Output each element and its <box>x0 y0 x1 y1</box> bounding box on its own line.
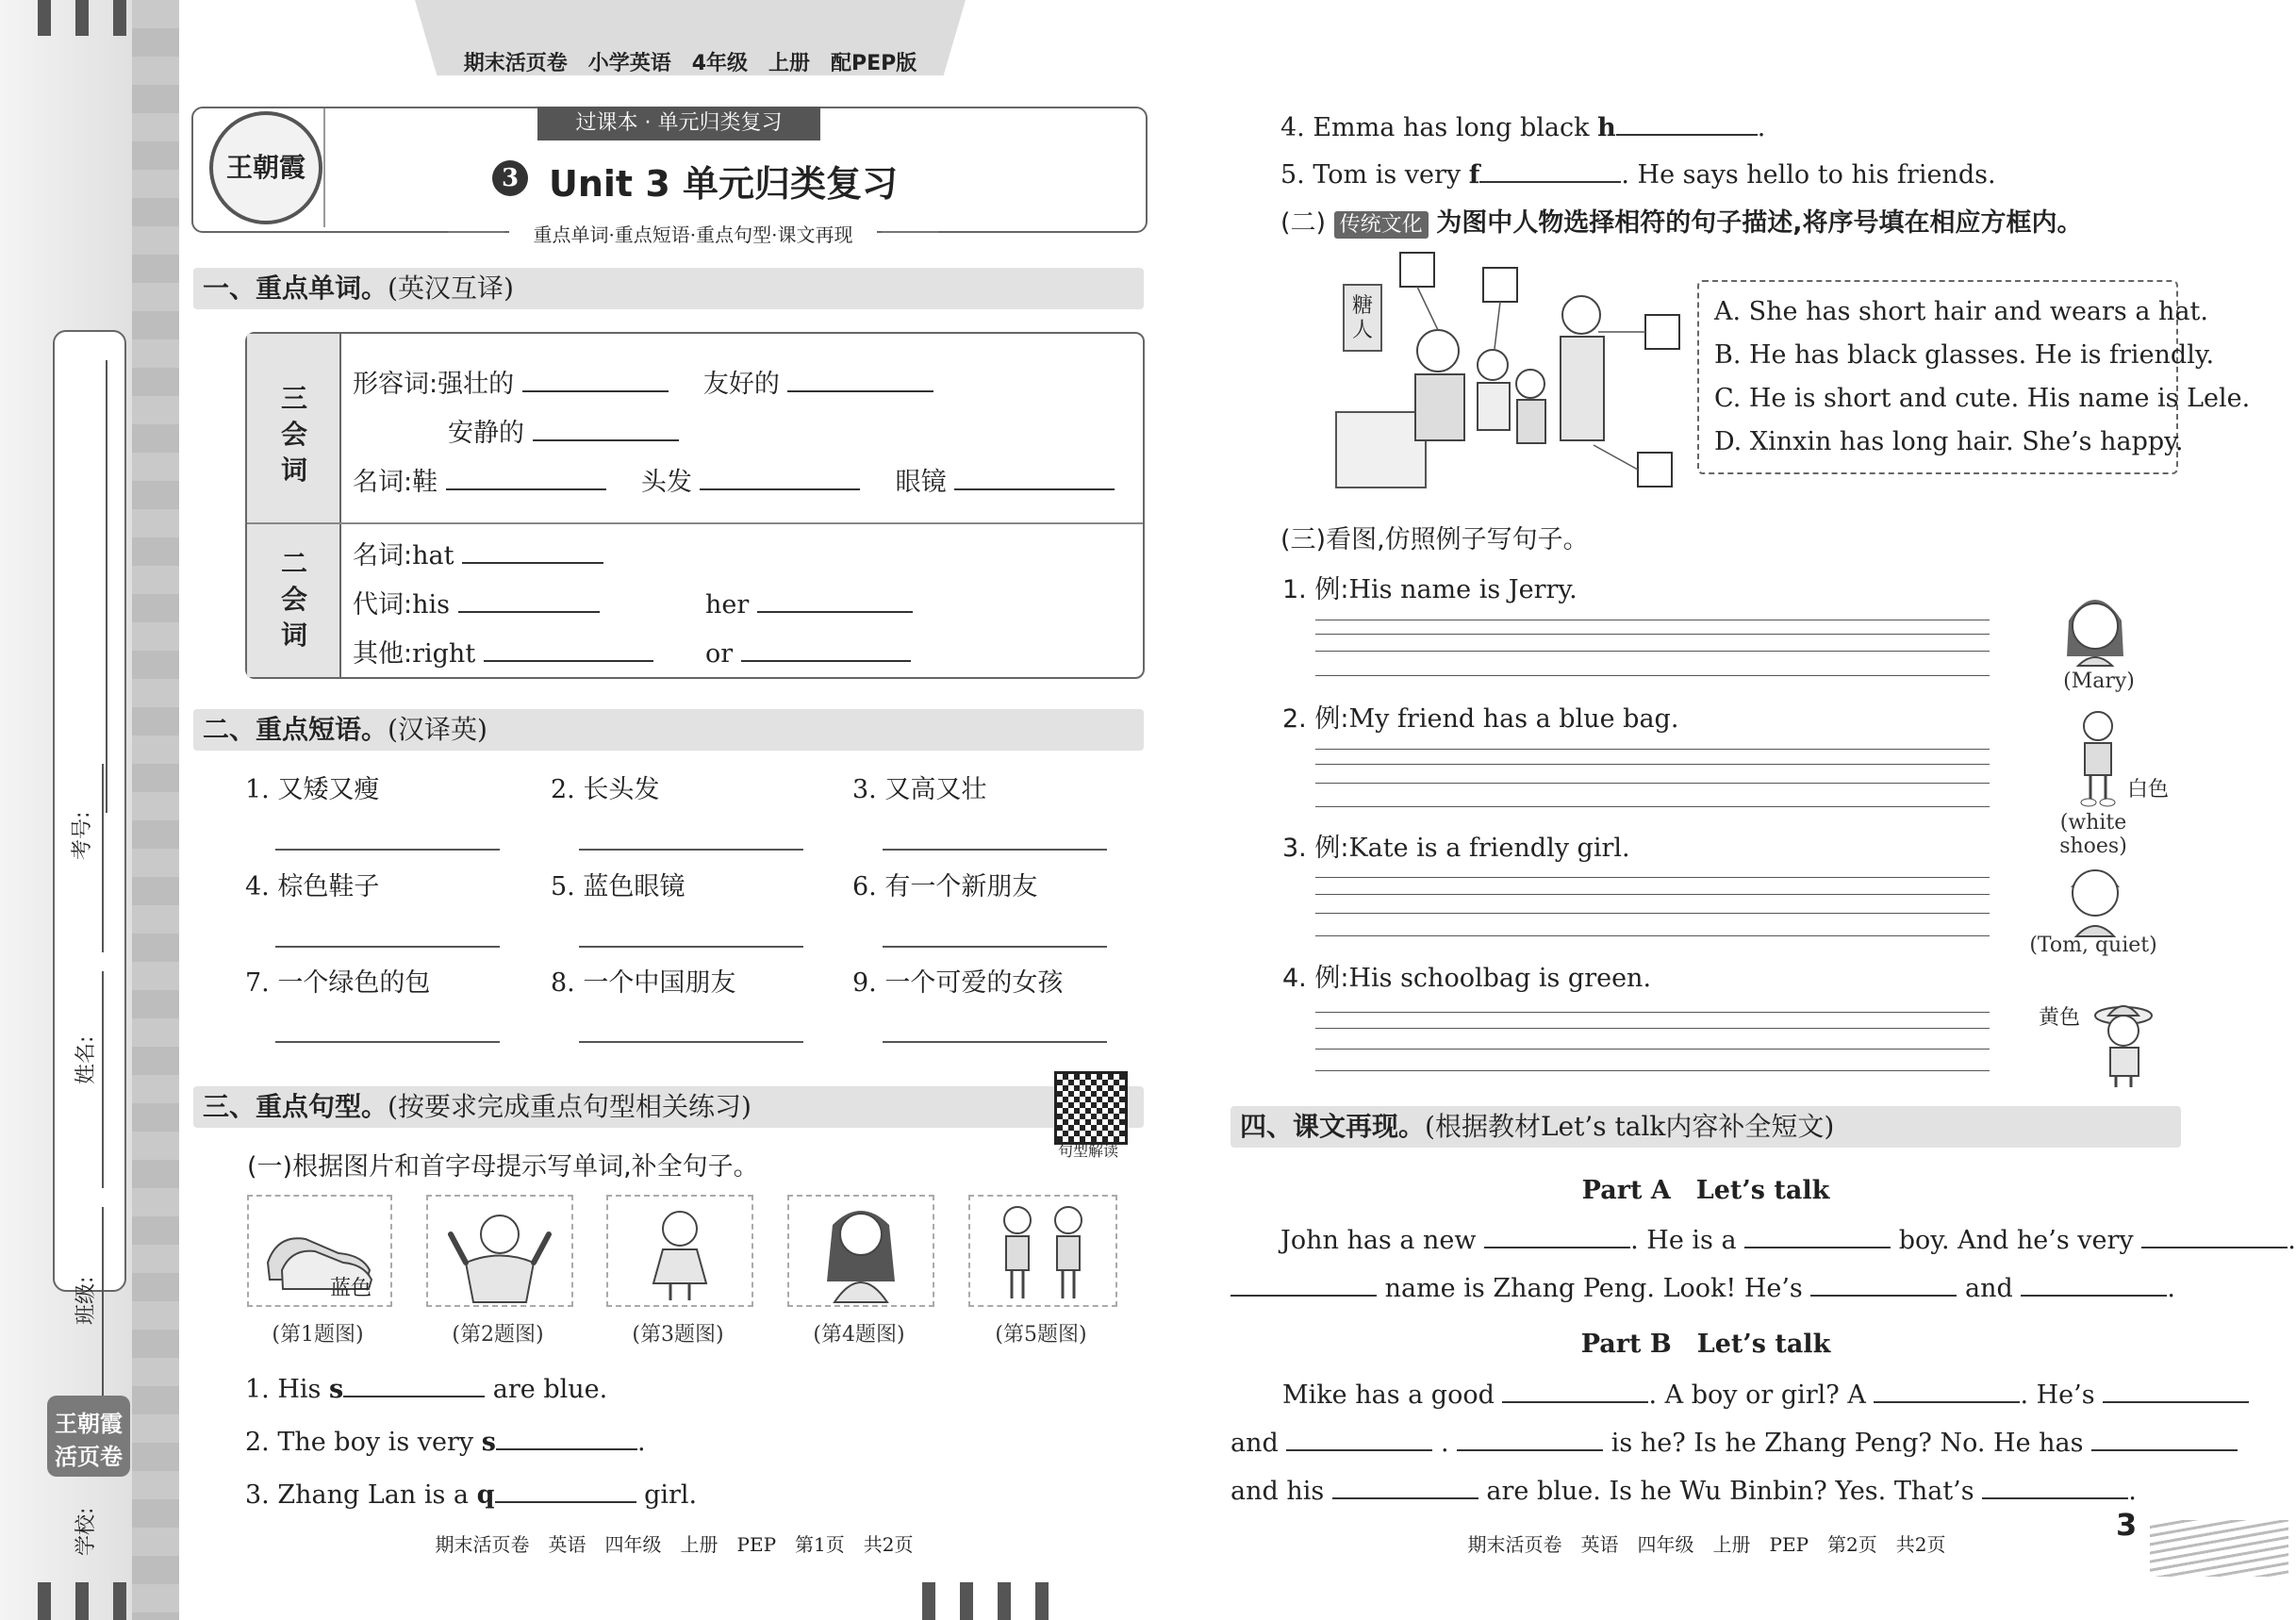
section2-title: 二、重点短语。 <box>203 714 388 745</box>
initial-letter: s <box>481 1428 496 1457</box>
white-color-label: 白色 <box>2127 778 2170 802</box>
part3-title: (三)看图,仿照例子写句子。 <box>1280 525 1589 554</box>
brand-line2: 活页卷 <box>55 1444 123 1470</box>
example-3 <box>1282 827 1630 864</box>
talk-text: . He is a <box>1630 1226 1737 1255</box>
section4-header <box>1231 1106 2181 1148</box>
subtitle-rule-left <box>448 231 504 233</box>
section1-header <box>193 268 1144 309</box>
talk-text: Mike has a good <box>1282 1380 1495 1410</box>
phrase-item: 6. 有一个新朋友 <box>852 872 1038 901</box>
brand-badge <box>47 1396 130 1477</box>
talk-text: is he? Is he Zhang Peng? No. He has <box>1611 1429 2084 1458</box>
subtitle: 重点单词·重点短语·重点句型·课文再现 <box>509 220 877 247</box>
class-label: 班级: <box>74 1276 98 1325</box>
initial-letter: q <box>476 1480 495 1510</box>
example-number: 1. 例: <box>1282 575 1349 604</box>
part2-prefix: (二) <box>1280 208 1327 238</box>
unit-number-badge <box>492 160 528 196</box>
question-text: 5. Tom is very <box>1280 160 1469 190</box>
figure-caption: (第5题图) <box>995 1323 1087 1347</box>
answer-blank[interactable] <box>1286 1421 1432 1451</box>
initial-letter: h <box>1597 113 1616 142</box>
bottom-center-bars <box>922 1582 1064 1620</box>
option-a: A. She has short hair and wears a hat. <box>1714 297 2208 326</box>
partB-line1 <box>1282 1373 2249 1410</box>
section1-title: 一、重点单词。 <box>203 273 388 304</box>
example-text: His name is Jerry. <box>1348 575 1577 604</box>
vocab-row <box>705 583 913 620</box>
phrase-item: 7. 一个绿色的包 <box>245 968 431 998</box>
answer-blank[interactable] <box>495 1473 636 1503</box>
page-number: 3 <box>2116 1507 2138 1543</box>
talk-text: John has a new <box>1280 1226 1477 1255</box>
question-4 <box>1280 106 1765 142</box>
banner-label: 过课本 · 单元归类复习 <box>537 107 820 141</box>
vocab-row <box>705 632 911 669</box>
answer-blank[interactable] <box>1502 1373 1648 1403</box>
vocab-row <box>353 534 603 571</box>
talk-text: and his <box>1231 1477 1325 1506</box>
question-text: . <box>636 1428 646 1457</box>
question-text: 4. Emma has long black <box>1280 113 1598 142</box>
qr-caption: 句型解读 <box>1057 1142 1118 1160</box>
logo-divider <box>323 108 325 227</box>
logo-text: 王朝霞 <box>225 152 306 183</box>
page-wave-decoration <box>2150 1520 2288 1577</box>
hat-girl-picture <box>2088 995 2161 1089</box>
phrase-item: 9. 一个可爱的女孩 <box>852 968 1064 998</box>
answer-blank[interactable] <box>1982 1469 2128 1499</box>
mary-illustration <box>2057 583 2133 668</box>
question-1 <box>245 1367 607 1404</box>
talk-text: are blue. Is he Wu Binbin? Yes. That’s <box>1486 1477 1974 1506</box>
phrase-item: 5. 蓝色眼镜 <box>551 872 685 901</box>
answer-blank[interactable] <box>787 362 933 392</box>
vocab-word: 鞋 <box>412 468 438 497</box>
vocab-table <box>245 332 1145 679</box>
question-text: 2. The boy is very <box>245 1428 482 1457</box>
row-prefix: 形容词: <box>353 370 438 399</box>
answer-line[interactable] <box>883 849 1107 851</box>
answer-blank[interactable] <box>1484 1218 1630 1248</box>
example-text: His schoolbag is green. <box>1348 964 1652 993</box>
answer-blank[interactable] <box>462 534 603 564</box>
answer-blank[interactable] <box>2141 1218 2288 1248</box>
question-3 <box>245 1473 697 1510</box>
boys-illustration <box>970 1197 1115 1305</box>
talk-text: and <box>1231 1429 1279 1458</box>
answer-line[interactable] <box>275 1041 500 1043</box>
binding-wave <box>132 0 179 1620</box>
answer-line[interactable] <box>883 1041 1107 1043</box>
answer-box-1[interactable] <box>1400 253 1434 287</box>
yellow-color-label: 黄色 <box>2039 1006 2081 1030</box>
boy-shoes-picture <box>2070 709 2126 808</box>
vocab-word: right <box>412 639 476 669</box>
partA-line2 <box>1231 1266 2175 1303</box>
girl-illustration <box>608 1197 752 1305</box>
answer-blank[interactable] <box>700 460 860 490</box>
example-2 <box>1282 698 1678 735</box>
class-line[interactable] <box>102 971 104 1188</box>
tom-picture <box>2061 853 2129 938</box>
vocab-row <box>353 583 600 620</box>
tom-illustration <box>2061 853 2129 938</box>
vocab-word: hat <box>412 541 454 570</box>
answer-blank[interactable] <box>343 1367 485 1397</box>
answer-blank[interactable] <box>1616 106 1758 136</box>
footer-right: 期末活页卷 英语 四年级 上册 PEP 第2页 共2页 <box>1467 1533 1946 1556</box>
vocab-word: 头发 <box>640 468 692 497</box>
phrase-item: 4. 棕色鞋子 <box>245 872 380 901</box>
figure-shoes <box>247 1195 392 1307</box>
vocab-word: 安静的 <box>448 419 524 448</box>
hat-girl-illustration <box>2088 995 2161 1089</box>
qr-code[interactable] <box>1054 1071 1128 1145</box>
question-text: girl. <box>636 1480 698 1510</box>
options-box <box>1697 280 2251 474</box>
part2-heading <box>1280 202 2083 239</box>
example-1 <box>1282 569 1577 605</box>
example-number: 2. 例: <box>1282 704 1349 734</box>
answer-blank[interactable] <box>1332 1469 1478 1499</box>
figure-two-boys <box>968 1195 1117 1307</box>
question-text: . <box>1757 113 1766 142</box>
answer-blank[interactable] <box>1810 1266 1957 1297</box>
answer-blank[interactable] <box>533 411 679 441</box>
exam-number-label: 考号: <box>71 811 94 860</box>
answer-box-2[interactable] <box>1483 268 1517 302</box>
answer-line[interactable] <box>579 1041 803 1043</box>
vocab-word: or <box>705 639 734 669</box>
partB-line3 <box>1231 1469 2137 1506</box>
talk-text: . <box>2167 1274 2175 1303</box>
answer-blank[interactable] <box>2091 1421 2238 1451</box>
vocab-word: 强壮的 <box>438 370 515 399</box>
question-text: 1. His <box>245 1375 329 1404</box>
group1-label: 三会词 <box>280 383 307 486</box>
row-prefix: 其他: <box>353 639 413 669</box>
logo-emblem <box>209 111 322 224</box>
example-text: My friend has a blue bag. <box>1348 704 1679 734</box>
emma-illustration <box>789 1197 933 1305</box>
answer-blank[interactable] <box>757 583 913 613</box>
figure-caption: (第4题图) <box>813 1323 905 1347</box>
answer-box-4[interactable] <box>1638 453 1672 487</box>
talk-text: . <box>2128 1477 2137 1506</box>
vocab-word: her <box>705 590 750 620</box>
talk-text: name is Zhang Peng. Look! He’s <box>1384 1274 1803 1303</box>
unit-title: Unit 3 单元归类复习 <box>549 163 898 205</box>
traditional-culture-badge: 传统文化 <box>1334 211 1429 239</box>
section4-hint: (根据教材Let’s talk内容补全短文) <box>1425 1111 1835 1142</box>
group2-label: 二会词 <box>280 548 307 651</box>
answer-blank[interactable] <box>484 632 653 662</box>
section2-header <box>193 709 1144 751</box>
section2-hint: (汉译英) <box>388 714 487 745</box>
answer-line[interactable] <box>275 849 500 851</box>
question-2 <box>245 1420 646 1457</box>
answer-line[interactable] <box>275 946 500 948</box>
part1-title: (一)根据图片和首字母提示写单词,补全句子。 <box>247 1152 759 1182</box>
phrase-item: 2. 长头发 <box>551 775 660 804</box>
answer-blank[interactable] <box>1231 1266 1377 1297</box>
initial-letter: f <box>1468 160 1480 190</box>
talk-text: . <box>2288 1226 2296 1255</box>
answer-blank[interactable] <box>1479 153 1621 183</box>
corner-bars-bottom <box>38 1582 141 1620</box>
answer-line[interactable] <box>579 946 803 948</box>
footer-left: 期末活页卷 英语 四年级 上册 PEP 第1页 共2页 <box>435 1533 914 1556</box>
vocab-word: 友好的 <box>702 370 780 399</box>
talk-text: . A boy or girl? A <box>1648 1380 1866 1410</box>
answer-blank[interactable] <box>458 583 600 613</box>
subtitle-rule-right <box>882 231 938 233</box>
answer-box-3[interactable] <box>1645 315 1679 349</box>
partA-title: Part A Let’s talk <box>1581 1176 1830 1205</box>
tom-label: (Tom, quiet) <box>2029 934 2157 957</box>
name-line[interactable] <box>102 764 104 952</box>
talk-text: . <box>1440 1429 1449 1458</box>
vocab-row <box>353 460 1115 498</box>
vocab-row <box>353 632 653 669</box>
figure-girl-cute <box>606 1195 753 1307</box>
figure-long-hair-girl <box>787 1195 934 1307</box>
answer-blank[interactable] <box>1457 1421 1603 1451</box>
section1-hint: (英汉互译) <box>388 273 514 304</box>
example-4 <box>1282 957 1651 994</box>
row-prefix: 代词: <box>353 590 413 620</box>
section3-title: 三、重点句型。 <box>203 1091 388 1122</box>
option-c: C. He is short and cute. His name is Lele. <box>1714 384 2251 413</box>
book-title: 期末活页卷 小学英语 4年级 上册 配PEP版 <box>463 52 917 75</box>
fig1-color-label: 蓝色 <box>330 1277 372 1300</box>
row-prefix: 名词: <box>353 468 413 497</box>
talk-text: and <box>1964 1274 2013 1303</box>
answer-blank[interactable] <box>2103 1373 2249 1403</box>
example-number: 3. 例: <box>1282 834 1349 863</box>
question-5 <box>1280 153 1996 190</box>
section3-header <box>193 1086 1144 1128</box>
boy-illustration <box>428 1197 571 1305</box>
phrase-item: 8. 一个中国朋友 <box>551 968 736 998</box>
phrase-item: 1. 又矮又瘦 <box>245 775 380 804</box>
unit-number: 3 <box>501 164 520 192</box>
school-label: 学校: <box>74 1507 98 1556</box>
vocab-row <box>353 362 933 400</box>
example-text: Kate is a friendly girl. <box>1348 834 1630 863</box>
answer-line[interactable] <box>579 849 803 851</box>
part2-title: 为图中人物选择相符的句子描述,将序号填在相应方框内。 <box>1436 208 2083 238</box>
brand-line1: 王朝霞 <box>55 1411 123 1437</box>
mary-picture <box>2057 583 2133 668</box>
vocab-word: 眼镜 <box>895 468 947 497</box>
school-line[interactable] <box>102 1207 104 1424</box>
section3-hint: (按要求完成重点句型相关练习) <box>388 1091 752 1122</box>
figure-caption: (第1题图) <box>272 1323 364 1347</box>
answer-blank[interactable] <box>954 460 1115 490</box>
boy-shoes-illustration <box>2070 709 2126 808</box>
mary-label: (Mary) <box>2063 669 2135 693</box>
option-b: B. He has black glasses. He is friendly. <box>1714 340 2215 370</box>
example-number: 4. 例: <box>1282 964 1349 993</box>
talk-text: boy. And he’s very <box>1898 1226 2134 1255</box>
sign-text: 糖人 <box>1351 294 1373 342</box>
partA-line1 <box>1280 1218 2296 1255</box>
question-text: . He says hello to his friends. <box>1621 160 1996 190</box>
option-d: D. Xinxin has long hair. She’s happy. <box>1714 427 2184 456</box>
figure-strong-boy <box>426 1195 573 1307</box>
answer-blank[interactable] <box>496 1420 637 1450</box>
question-text: 3. Zhang Lan is a <box>245 1480 477 1510</box>
name-label: 姓名: <box>74 1035 98 1084</box>
row-prefix: 名词: <box>353 541 413 570</box>
vocab-row <box>448 411 679 449</box>
answer-line[interactable] <box>883 946 1107 948</box>
answer-blank[interactable] <box>446 460 606 490</box>
figure-caption: (第3题图) <box>632 1323 724 1347</box>
answer-blank[interactable] <box>522 362 669 392</box>
vocab-word: his <box>412 590 450 620</box>
answer-blank[interactable] <box>1874 1373 2020 1403</box>
corner-bars-top <box>38 0 141 36</box>
question-text: are blue. <box>485 1375 608 1404</box>
vocab-group-divider <box>247 522 1143 524</box>
partB-line2 <box>1231 1421 2238 1458</box>
partB-title: Part B Let’s talk <box>1580 1330 1831 1359</box>
section4-title: 四、课文再现。 <box>1240 1111 1426 1142</box>
talk-text: . He’s <box>2020 1380 2095 1410</box>
answer-blank[interactable] <box>741 632 911 662</box>
initial-letter: s <box>328 1375 344 1404</box>
white-shoes-label: (white shoes) <box>2059 811 2127 858</box>
answer-blank[interactable] <box>2021 1266 2167 1297</box>
figure-caption: (第2题图) <box>452 1323 544 1347</box>
answer-blank[interactable] <box>1744 1218 1891 1248</box>
phrase-item: 3. 又高又壮 <box>852 775 987 804</box>
